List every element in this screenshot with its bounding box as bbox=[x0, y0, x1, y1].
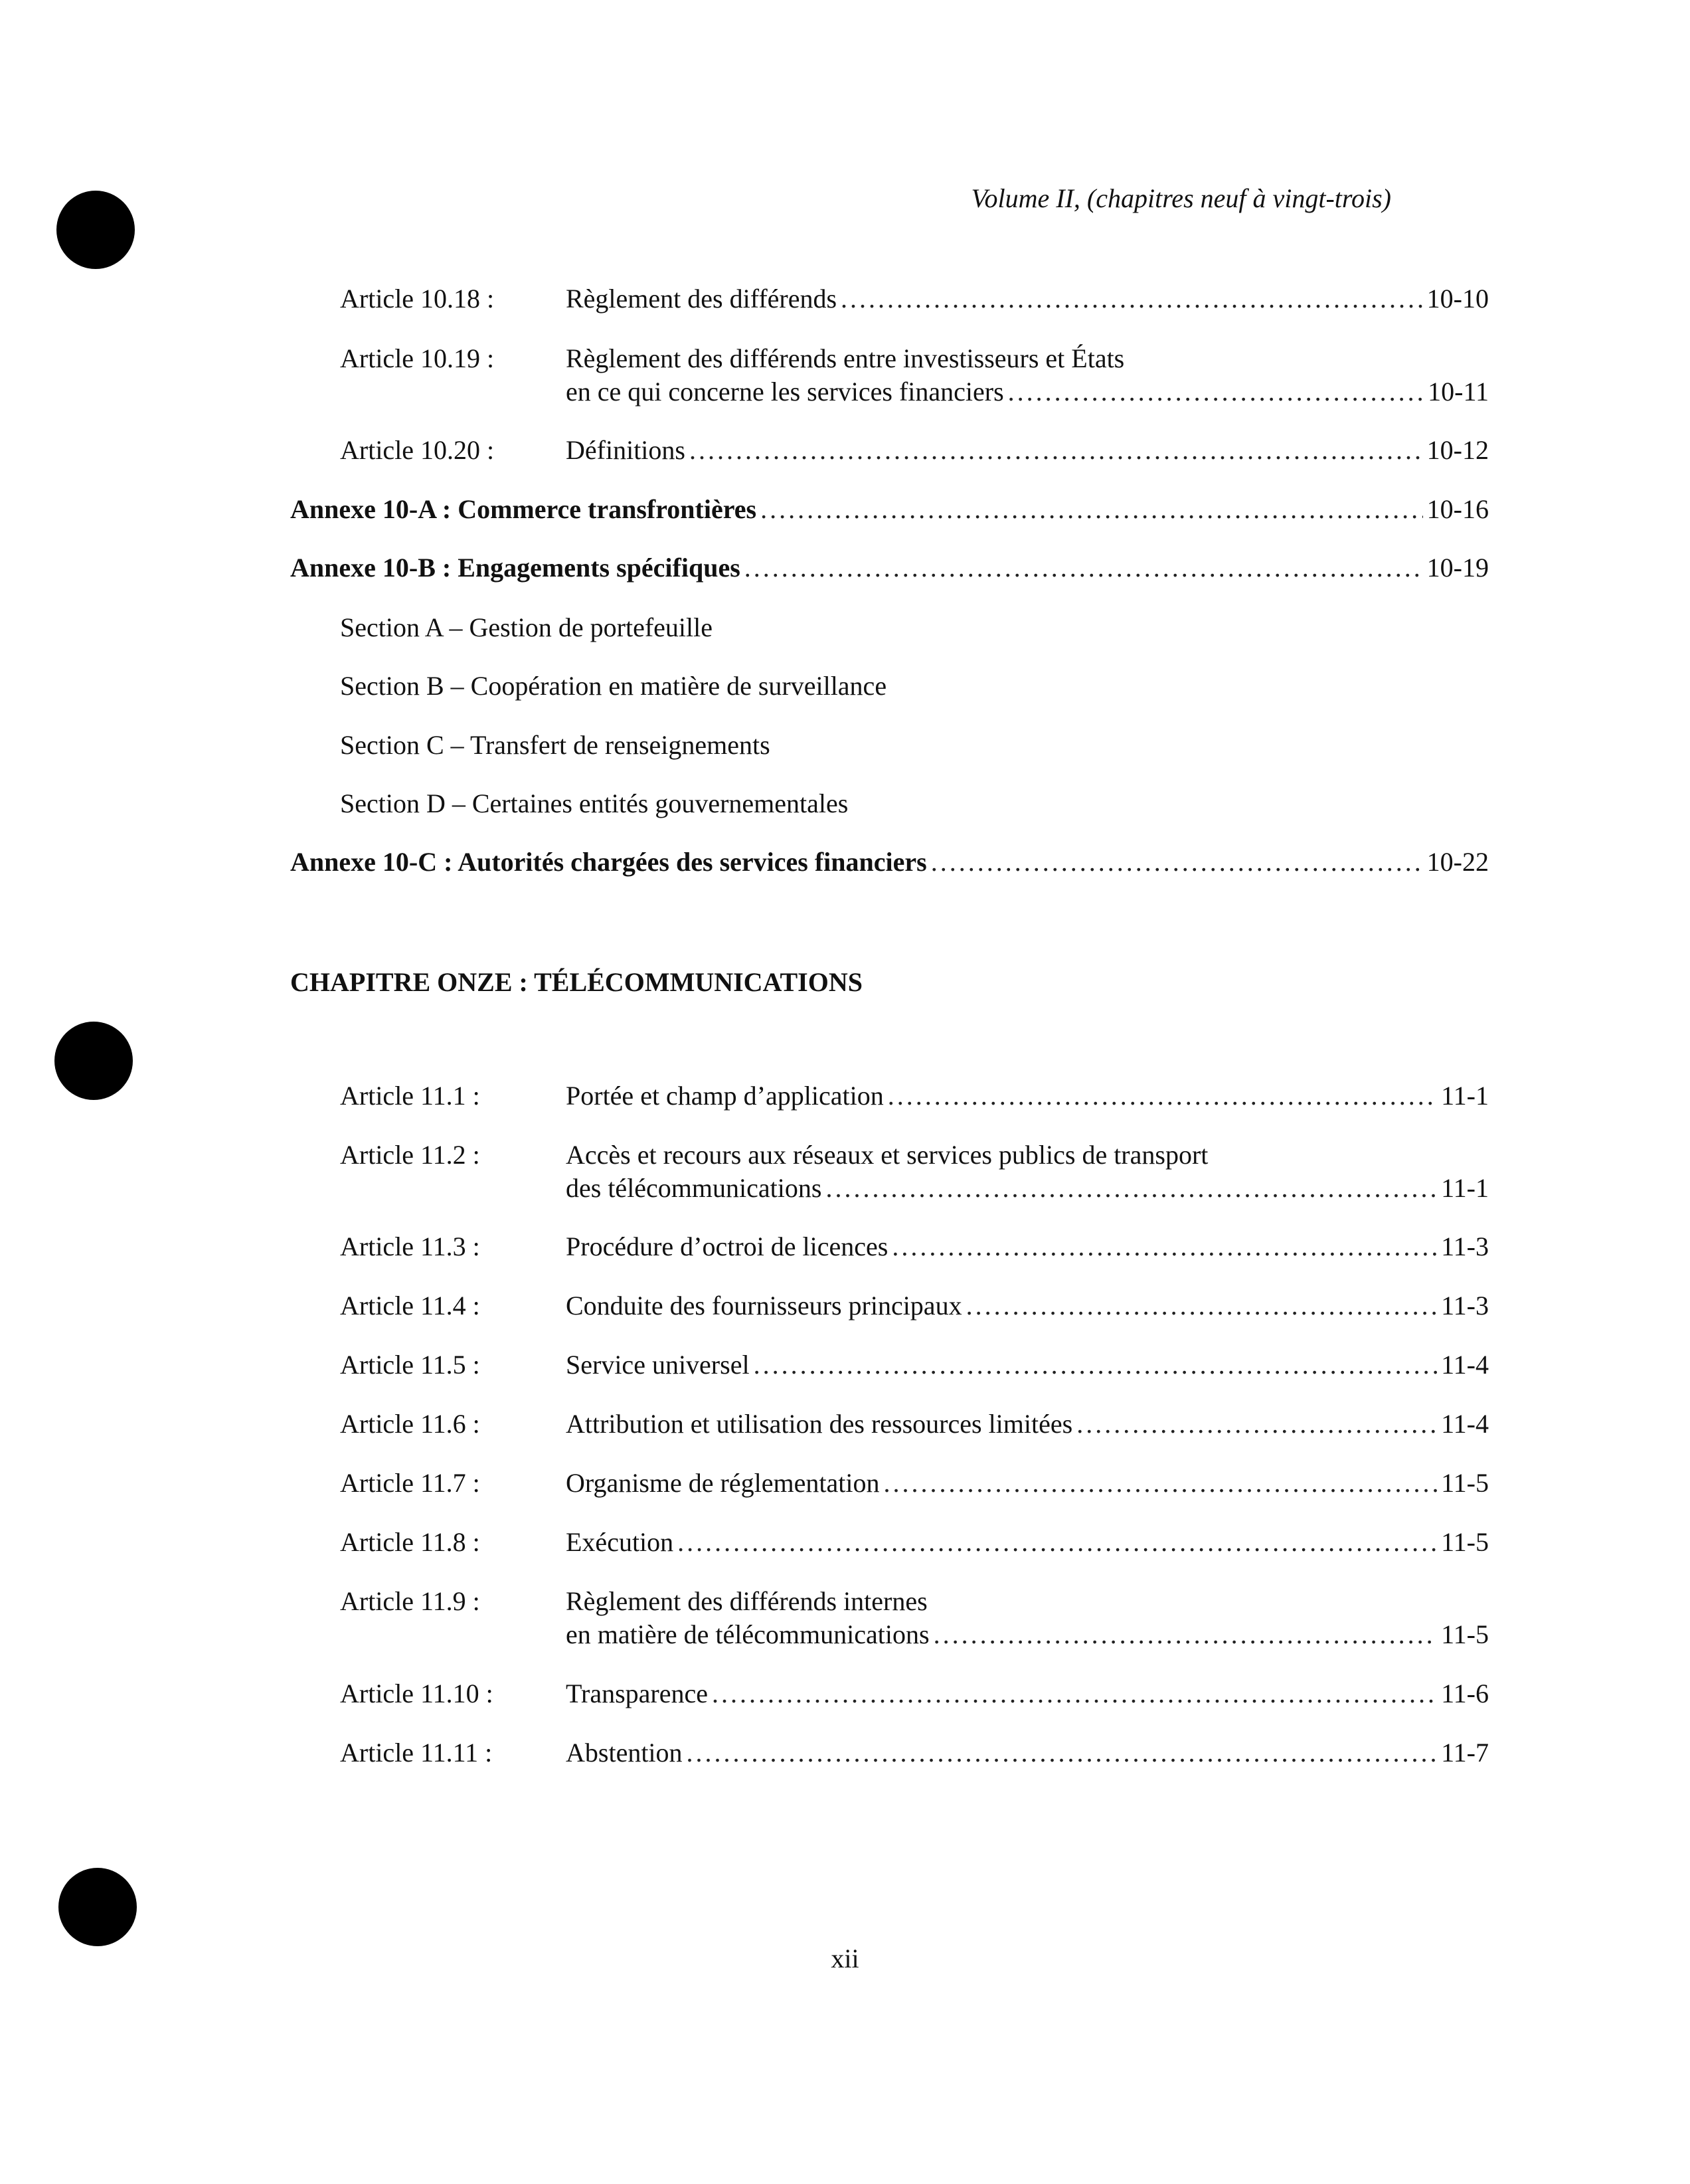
dot-leader bbox=[1076, 1408, 1437, 1441]
article-title: Exécution bbox=[566, 1527, 674, 1557]
dot-leader bbox=[1008, 375, 1424, 409]
article-number: Article 10.19 : bbox=[340, 343, 495, 373]
article-number: Article 11.3 : bbox=[340, 1231, 480, 1261]
toc-entry-article-11-6[interactable] bbox=[340, 1408, 1489, 1441]
dot-leader bbox=[888, 1079, 1437, 1113]
running-header: Volume II, (chapitres neuf à vingt-trois) bbox=[971, 183, 1391, 213]
page-reference: 11-4 bbox=[1441, 1409, 1489, 1439]
annex-title: Annexe 10-A : Commerce transfrontières bbox=[290, 494, 757, 524]
article-title: Organisme de réglementation bbox=[566, 1468, 880, 1498]
binder-hole bbox=[56, 191, 135, 269]
toc-entry-article-11-2[interactable] bbox=[340, 1138, 1489, 1205]
page-reference: 11-4 bbox=[1441, 1350, 1489, 1380]
dot-leader bbox=[677, 1526, 1437, 1559]
page-reference: 10-10 bbox=[1426, 284, 1489, 314]
article-number: Article 11.4 : bbox=[340, 1291, 480, 1320]
article-title: Règlement des différends entre investisseurs et États bbox=[566, 343, 1125, 373]
dot-leader bbox=[931, 846, 1423, 879]
toc-entry-article-11-10[interactable] bbox=[340, 1677, 1489, 1710]
dot-leader bbox=[883, 1467, 1437, 1500]
dot-leader bbox=[966, 1289, 1438, 1322]
toc-entry-section-a[interactable]: Section A – Gestion de portefeuille bbox=[340, 612, 713, 642]
annex-title: Annexe 10-C : Autorités chargées des services financiers bbox=[290, 847, 927, 877]
toc-entry-article-10-20[interactable] bbox=[340, 434, 1489, 467]
dot-leader bbox=[841, 282, 1423, 316]
article-title-continued: des télécommunications bbox=[566, 1173, 822, 1203]
article-number: Article 11.6 : bbox=[340, 1409, 480, 1439]
toc-entry-section-d[interactable]: Section D – Certaines entités gouvernementales bbox=[340, 788, 849, 818]
article-number: Article 11.2 : bbox=[340, 1140, 480, 1170]
article-number: Article 11.1 : bbox=[340, 1081, 480, 1111]
article-title-continued: en matière de télécommunications bbox=[566, 1619, 930, 1649]
article-number: Article 11.7 : bbox=[340, 1468, 480, 1498]
dot-leader bbox=[825, 1172, 1437, 1205]
article-title: Portée et champ d’application bbox=[566, 1081, 884, 1111]
article-title: Procédure d’octroi de licences bbox=[566, 1231, 888, 1261]
page-reference: 10-19 bbox=[1426, 553, 1489, 583]
toc-entry-article-11-9[interactable] bbox=[340, 1585, 1489, 1651]
toc-entry-article-10-18[interactable] bbox=[340, 282, 1489, 316]
article-number: Article 11.10 : bbox=[340, 1679, 493, 1708]
toc-entry-article-10-19[interactable] bbox=[340, 342, 1489, 409]
page-reference: 10-22 bbox=[1426, 847, 1489, 877]
page-reference: 11-1 bbox=[1441, 1173, 1489, 1203]
article-number: Article 11.5 : bbox=[340, 1350, 480, 1380]
toc-entry-article-11-7[interactable] bbox=[340, 1467, 1489, 1500]
page-reference: 11-3 bbox=[1441, 1231, 1489, 1261]
annex-title: Annexe 10-B : Engagements spécifiques bbox=[290, 553, 740, 583]
article-title: Transparence bbox=[566, 1679, 709, 1708]
binder-hole bbox=[58, 1868, 137, 1946]
page-reference: 10-11 bbox=[1428, 377, 1489, 407]
page-reference: 11-7 bbox=[1441, 1738, 1489, 1768]
dot-leader bbox=[689, 434, 1423, 467]
page-reference: 11-1 bbox=[1441, 1081, 1489, 1111]
dot-leader bbox=[934, 1618, 1438, 1651]
article-number: Article 10.18 : bbox=[340, 284, 495, 314]
toc-entry-article-11-11[interactable] bbox=[340, 1736, 1489, 1770]
page-reference: 11-5 bbox=[1441, 1468, 1489, 1498]
article-title: Accès et recours aux réseaux et services publics de transport bbox=[566, 1140, 1209, 1170]
article-title-continued: en ce qui concerne les services financiers bbox=[566, 377, 1004, 407]
page-reference: 11-5 bbox=[1441, 1619, 1489, 1649]
page-reference: 11-6 bbox=[1441, 1679, 1489, 1708]
article-number: Article 11.8 : bbox=[340, 1527, 480, 1557]
page-number: xii bbox=[831, 1944, 859, 1973]
dot-leader bbox=[760, 493, 1423, 526]
toc-entry-article-11-5[interactable] bbox=[340, 1348, 1489, 1382]
dot-leader bbox=[687, 1736, 1438, 1770]
dot-leader bbox=[892, 1230, 1437, 1263]
toc-entry-article-11-1[interactable] bbox=[340, 1079, 1489, 1113]
page-reference: 11-3 bbox=[1441, 1291, 1489, 1320]
dot-leader bbox=[712, 1677, 1437, 1710]
toc-entry-annex-10-a[interactable] bbox=[290, 493, 1489, 526]
page-reference: 11-5 bbox=[1441, 1527, 1489, 1557]
chapter-heading[interactable]: CHAPITRE ONZE : TÉLÉCOMMUNICATIONS bbox=[290, 967, 863, 997]
article-title: Service universel bbox=[566, 1350, 750, 1380]
article-title: Conduite des fournisseurs principaux bbox=[566, 1291, 962, 1320]
article-number: Article 11.11 : bbox=[340, 1738, 493, 1768]
article-title: Attribution et utilisation des ressources limitées bbox=[566, 1409, 1073, 1439]
toc-entry-section-b[interactable]: Section B – Coopération en matière de surveillance bbox=[340, 671, 887, 701]
article-title: Règlement des différends internes bbox=[566, 1586, 928, 1616]
toc-entry-section-c[interactable]: Section C – Transfert de renseignements bbox=[340, 730, 770, 760]
dot-leader bbox=[754, 1348, 1438, 1382]
toc-entry-article-11-4[interactable] bbox=[340, 1289, 1489, 1322]
toc-entry-article-11-3[interactable] bbox=[340, 1230, 1489, 1263]
article-title: Abstention bbox=[566, 1738, 683, 1768]
article-title: Définitions bbox=[566, 435, 685, 465]
toc-entry-annex-10-c[interactable] bbox=[290, 846, 1489, 879]
binder-hole bbox=[54, 1022, 133, 1100]
page-reference: 10-12 bbox=[1426, 435, 1489, 465]
toc-entry-annex-10-b[interactable] bbox=[290, 551, 1489, 585]
page-reference: 10-16 bbox=[1426, 494, 1489, 524]
article-number: Article 10.20 : bbox=[340, 435, 495, 465]
toc-entry-article-11-8[interactable] bbox=[340, 1526, 1489, 1559]
article-title: Règlement des différends bbox=[566, 284, 837, 314]
dot-leader bbox=[744, 551, 1423, 585]
article-number: Article 11.9 : bbox=[340, 1586, 480, 1616]
